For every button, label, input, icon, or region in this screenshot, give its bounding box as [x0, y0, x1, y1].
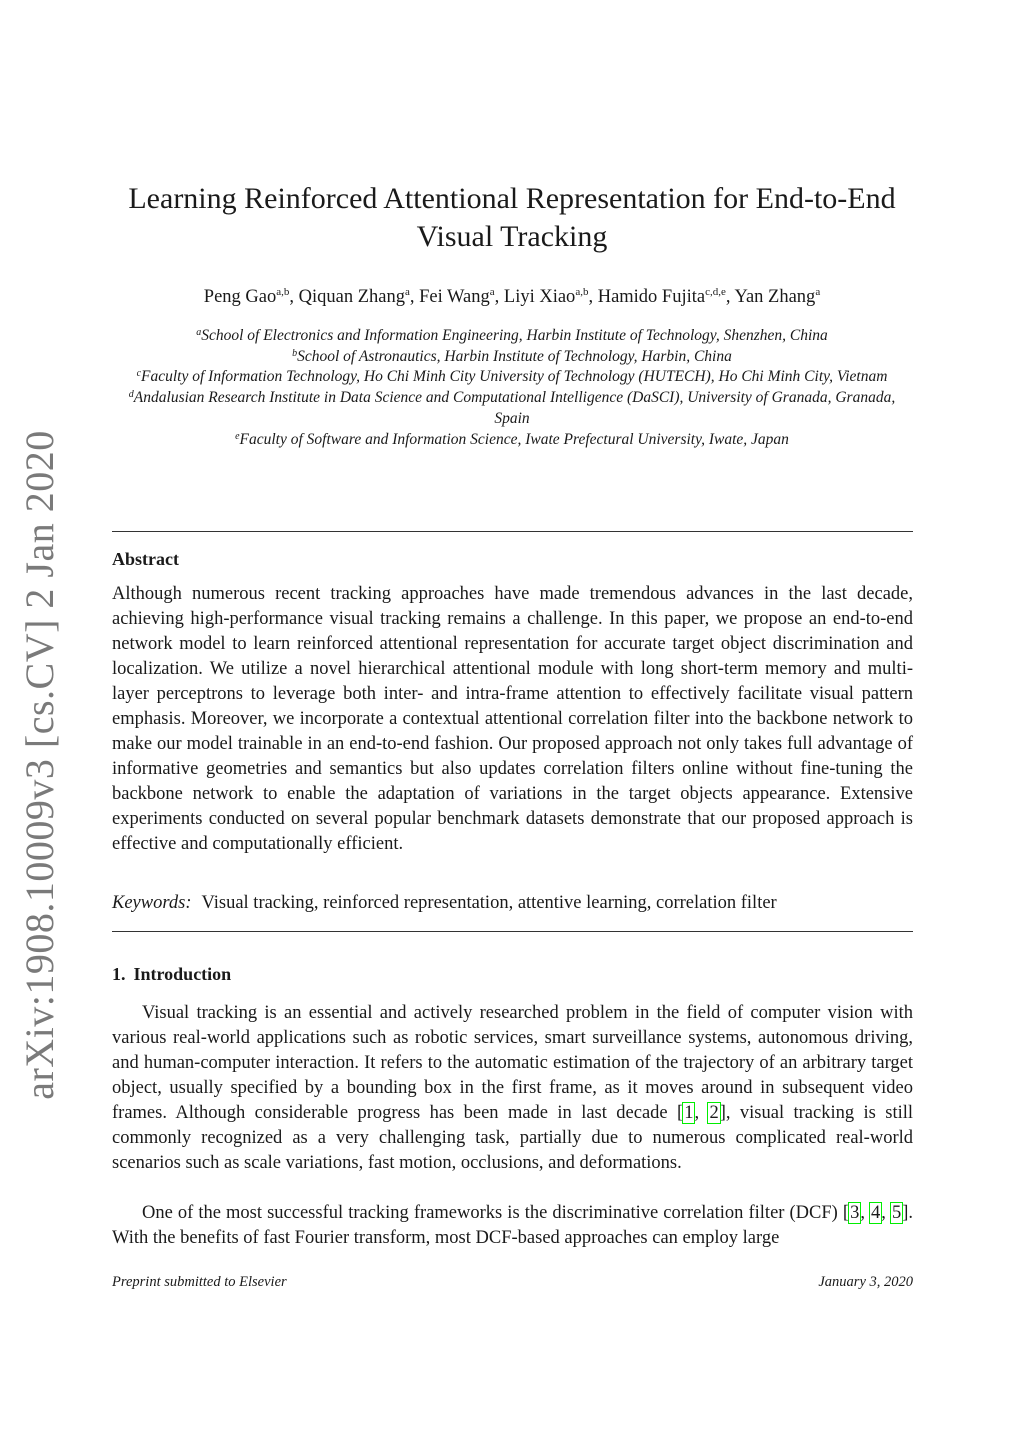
citation-link[interactable]: 2	[709, 1103, 719, 1123]
author-name: Liyi Xiao	[503, 287, 576, 307]
citation-link[interactable]: 1	[684, 1103, 694, 1123]
author-affiliation-mark: a,b	[276, 286, 290, 298]
keywords	[112, 891, 913, 916]
title-line-2: Visual Tracking	[416, 220, 608, 253]
author-name: Peng Gao	[203, 287, 277, 307]
author-name: Qiquan Zhang	[298, 287, 405, 307]
author-affiliation-mark: a	[404, 286, 410, 298]
abstract-heading: Abstract	[112, 549, 179, 569]
affiliation-item: $^d$Andalusian Research Institute in Data Science and Computational Intelligence (DaSCI), University of Granada, Granada, Spain	[128, 389, 896, 427]
title-line-1: Learning Reinforced Attentional Representation for End-to-End	[128, 182, 896, 215]
abstract-text: Although numerous recent tracking approaches have made tremendous advances in the last decade, achieving high-performance visual tracking remains a challenge. In this paper, we propose an end-to-end network model to learn reinforced attentional representation for accurate target object discrimination and localization. We utilize a novel hierarchical attentional module with long short-term memory and multi-layer perceptrons to leverage both inter- and intra-frame attention to effectively facilitate visual pattern emphasis. Moreover, we incorporate a contextual attentional correlation filter into the backbone network to make our model trainable in an end-to-end fashion. Our proposed approach not only takes full advantage of informative geometries and semantics but also updates correlation filters online without fine-tuning the backbone network to enable the adaptation of variations in the target objects appearance. Extensive experiments conducted on several popular benchmark datasets demonstrate that our proposed approach is effective and computationally efficient.	[112, 584, 913, 854]
author-name: Yan Zhang	[734, 287, 816, 307]
author-affiliation-mark: c,d,e	[705, 286, 726, 298]
author-affiliation-mark: a	[815, 286, 821, 298]
affiliation-item: $^b$School of Astronautics, Harbin Institute of Technology, Harbin, China	[292, 347, 732, 365]
affiliation-item: $^e$Faculty of Software and Information Science, Iwate Prefectural University, Iwate, Japan	[235, 430, 789, 448]
paper-title	[112, 180, 912, 256]
intro-paragraph-2: One of the most successful tracking frameworks is the discriminative correlation filter (DCF) [3, 4, 5]. With the benefits of fast Fourier transform, most DCF-based approaches can employ large	[112, 1203, 914, 1248]
citation-link[interactable]: 4	[871, 1203, 881, 1223]
footer-preprint-note: Preprint submitted to Elsevier	[112, 1274, 287, 1290]
author-name: Fei Wang	[419, 287, 490, 307]
citation-link[interactable]: 3	[850, 1203, 860, 1223]
section-heading-introduction	[112, 961, 231, 987]
keywords-text: Visual tracking, reinforced representation, attentive learning, correlation filter	[201, 893, 777, 913]
intro-paragraph-1: Visual tracking is an essential and actively researched problem in the field of computer vision with various real-world applications such as robotic services, smart surveillance systems, autonomous driving, and human-computer interaction. It refers to the automatic estimation of the trajectory of an arbitrary target object, usually specified by a bounding box in the first frame, as it moves around in subsequent video frames. Although considerable progress has been made in last decade [1, 2], visual tracking is still commonly recognized as a very challenging task, partially due to numerous complicated real-world scenarios such as scale variations, fast motion, occlusions, and deformations.	[112, 1003, 914, 1173]
footer-date: January 3, 2020	[818, 1274, 913, 1290]
author-name: Hamido Fujita	[597, 287, 706, 307]
affiliation-item: $^a$School of Electronics and Information Engineering, Harbin Institute of Technology, Shenzhen, China	[196, 327, 828, 344]
section-number: 1.	[112, 964, 126, 984]
keywords-label: Keywords:	[112, 893, 192, 913]
affiliation-item: $^c$Faculty of Information Technology, Ho Chi Minh City University of Technology (HUTECH), Ho Chi Minh City, Vietnam	[136, 368, 888, 386]
arxiv-identifier-stamp[interactable]: arXiv:1908.10009v3 [cs.CV] 2 Jan 2020	[17, 430, 62, 1100]
author-affiliation-mark: a,b	[575, 286, 589, 298]
abstract-top-rule	[112, 531, 913, 532]
citation-link[interactable]: 5	[891, 1203, 902, 1223]
author-list: Peng Gao$^{a,b}$, Qiquan Zhang$^a$, Fei Wang$^a$, Liyi Xiao$^{a,b}$, Hamido Fujita$^{c,d,e}$, Yan Zhang$^a$	[203, 286, 821, 307]
section-title: Introduction	[133, 964, 232, 984]
abstract-bottom-rule	[112, 931, 913, 932]
affiliation-list	[112, 326, 912, 450]
author-affiliation-mark: a	[489, 286, 495, 298]
